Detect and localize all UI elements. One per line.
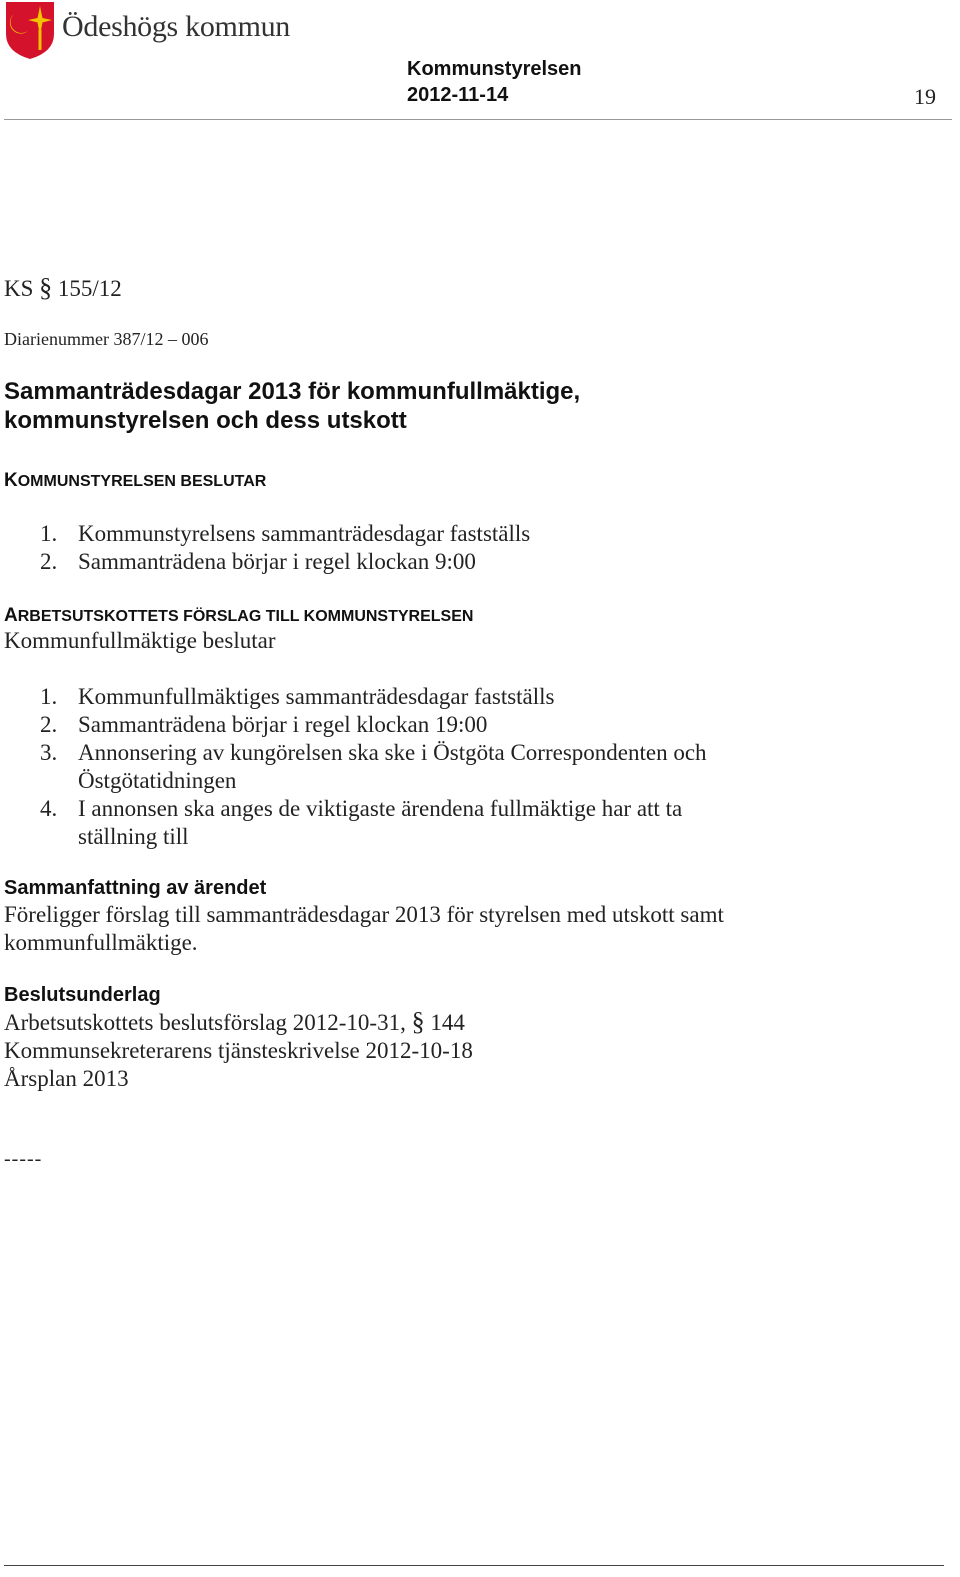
list-item: 2. Sammanträdena börjar i regel klockan 19:00: [40, 712, 488, 737]
paragraph-id: [4, 273, 122, 303]
end-marker: -----: [4, 1148, 43, 1170]
ks-decision-list: [4, 520, 804, 576]
paragraph-symbol: §: [39, 273, 53, 302]
au-proposal-caption: ARBETSUTSKOTTETS FÖRSLAG TILL KOMMUNSTYRELSEN: [4, 605, 474, 626]
summary-text: Föreligger förslag till sammanträdesdagar 2013 för styrelsen med utskott samt kommunfullmäktige.: [4, 902, 724, 955]
ks-decision-caption: KOMMUNSTYRELSEN BESLUTAR: [4, 470, 267, 491]
title-line-1: Sammanträdesdagar 2013 för kommunfullmäktige,: [4, 378, 581, 405]
title-line-2: kommunstyrelsen och dess utskott: [4, 407, 407, 434]
basis-item: Arbetsutskottets beslutsförslag 2012-10-31, § 144: [4, 1007, 465, 1036]
municipal-coat-of-arms-icon: [4, 0, 56, 60]
header-divider: [4, 119, 952, 120]
list-item: 3. Annonsering av kungörelsen ska ske i Östgöta Correspondenten och Östgötatidningen: [40, 740, 707, 793]
footer-divider: [4, 1565, 944, 1566]
list-item: 1. Kommunfullmäktiges sammanträdesdagar fastställs: [40, 684, 555, 709]
document-title: [4, 377, 580, 435]
kf-decision-intro: Kommunfullmäktige beslutar: [4, 628, 276, 653]
organization-name: Ödeshögs kommun: [62, 10, 291, 43]
diary-number: Diarienummer 387/12 – 006: [4, 329, 209, 349]
basis-item: Årsplan 2013: [4, 1066, 129, 1091]
kf-decision-list: [4, 683, 804, 851]
basis-item: Kommunsekreterarens tjänsteskrivelse 2012-10-18: [4, 1038, 473, 1063]
summary-heading: Sammanfattning av ärendet: [4, 877, 267, 899]
basis-list: [4, 1008, 473, 1093]
paragraph-prefix: KS: [4, 276, 34, 301]
list-item: 4. I annonsen ska anges de viktigaste ärendena fullmäktige har att ta ställning till: [40, 796, 683, 849]
list-item: 2. Sammanträdena börjar i regel klockan 9:00: [40, 549, 476, 574]
paragraph-number: 155/12: [57, 276, 122, 301]
board-name: Kommunstyrelsen: [407, 58, 582, 80]
page-number: 19: [914, 84, 936, 109]
meeting-date: 2012-11-14: [407, 84, 509, 106]
list-item: 1. Kommunstyrelsens sammanträdesdagar fastställs: [40, 521, 531, 546]
basis-heading: Beslutsunderlag: [4, 984, 161, 1006]
